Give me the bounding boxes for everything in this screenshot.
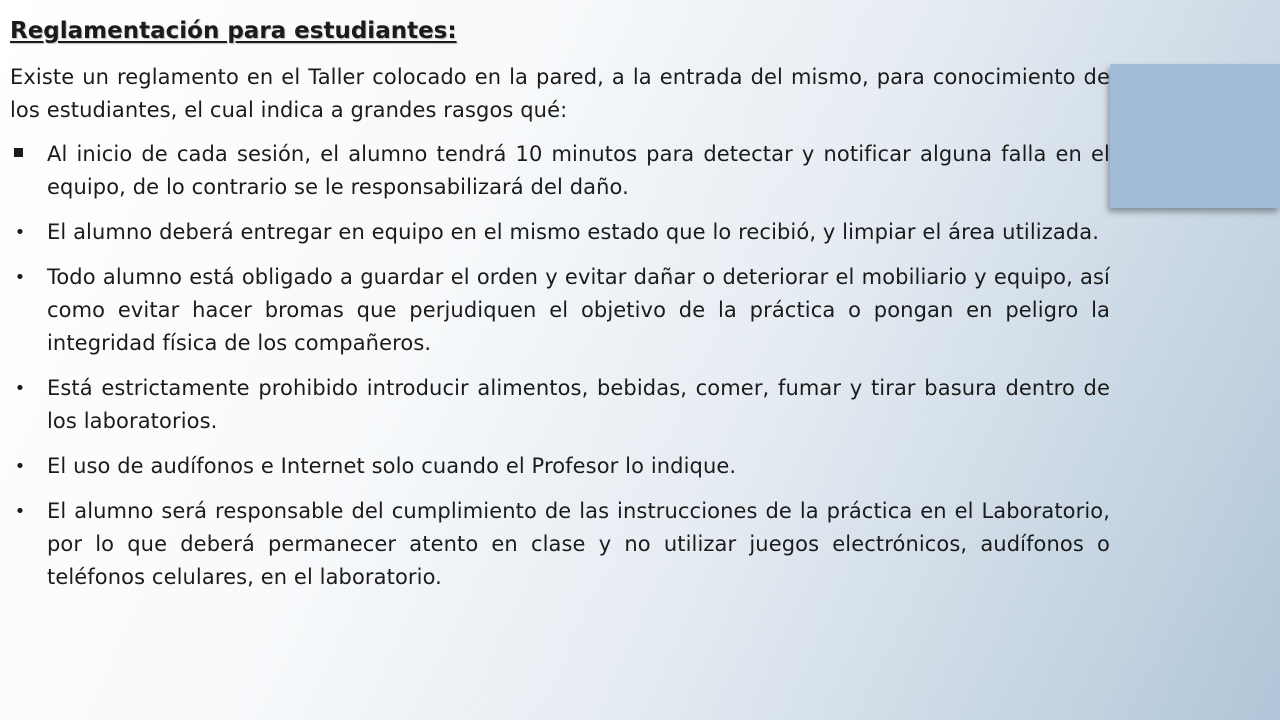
rule-item bbox=[10, 495, 1110, 594]
rule-item bbox=[10, 216, 1110, 249]
bullet-icon: • bbox=[14, 456, 26, 477]
rule-item bbox=[10, 138, 1110, 204]
rule-text: Todo alumno está obligado a guardar el orden y evitar dañar o deteriorar el mobiliario y equipo, así como evitar hacer bromas que perjudiquen el objetivo de la práctica o pongan en peligro la integridad física de los compañeros. bbox=[47, 265, 1110, 355]
rule-text: El alumno deberá entregar en equipo en el mismo estado que lo recibió, y limpiar el área utilizada. bbox=[47, 220, 1099, 244]
bullet-icon: • bbox=[14, 267, 26, 288]
rule-text: El uso de audífonos e Internet solo cuando el Profesor lo indique. bbox=[47, 454, 737, 478]
bullet-icon: • bbox=[14, 378, 26, 399]
rule-item bbox=[10, 372, 1110, 438]
rule-text: Al inicio de cada sesión, el alumno tendrá 10 minutos para detectar y notificar alguna falla en el equipo, de lo contrario se le responsabilizará del daño. bbox=[47, 142, 1110, 199]
rules-list bbox=[10, 138, 1110, 594]
rule-text: El alumno será responsable del cumplimiento de las instrucciones de la práctica en el Laboratorio, por lo que deberá permanecer atento en clase y no utilizar juegos electrónicos, audífonos o teléfonos celulares, en el laboratorio. bbox=[47, 499, 1110, 589]
slide-content bbox=[10, 14, 1110, 606]
slide-title: Reglamentación para estudiantes: bbox=[10, 18, 457, 44]
square-bullet-icon bbox=[14, 148, 23, 157]
rule-item bbox=[10, 261, 1110, 360]
bullet-icon: • bbox=[14, 222, 26, 243]
intro-paragraph: Existe un reglamento en el Taller colocado en la pared, a la entrada del mismo, para conocimiento de los estudiantes, el cual indica a grandes rasgos qué: bbox=[10, 65, 1110, 122]
accent-box bbox=[1110, 64, 1280, 208]
rule-item bbox=[10, 450, 1110, 483]
rule-text: Está estrictamente prohibido introducir alimentos, bebidas, comer, fumar y tirar basura dentro de los laboratorios. bbox=[47, 376, 1110, 433]
bullet-icon: • bbox=[14, 501, 26, 522]
